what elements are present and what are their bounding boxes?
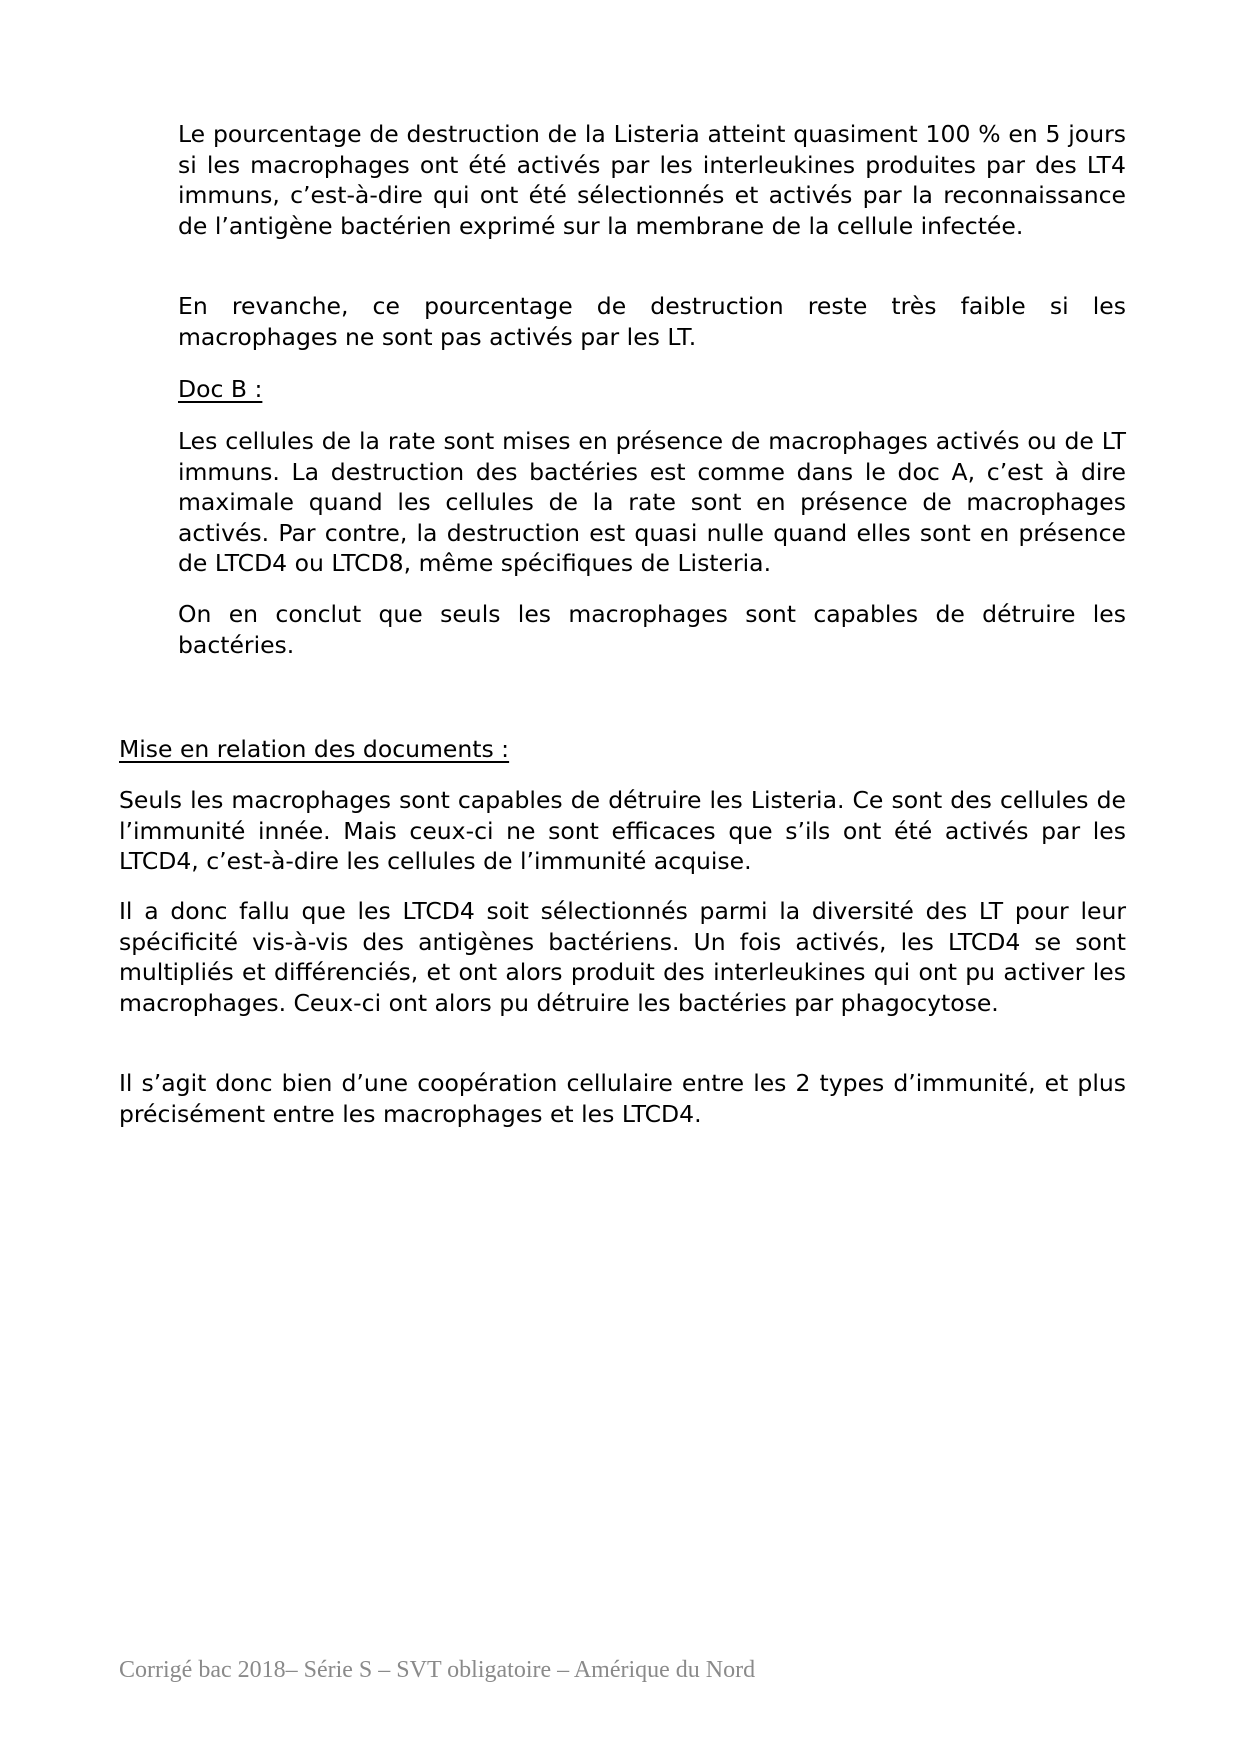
relation-paragraph-3: Il s’agit donc bien d’une coopération cellulaire entre les 2 types d’immunité, et plus précisément entre les macrophages et les LTCD4.: [119, 1069, 1126, 1128]
doc-b-paragraph-1: Les cellules de la rate sont mises en présence de macrophages activés ou de LT immuns. La destruction des bactéries est comme dans le doc A, c’est à dire maximale quand les cellules de la rate sont en présence de macrophages activés. Par contre, la destruction est quasi nulle quand elles sont en présence de LTCD4 ou LTCD8, même spécifiques de Listeria.: [178, 427, 1126, 577]
doc-b-paragraph-2: On en conclut que seuls les macrophages sont capables de détruire les bactéries.: [178, 600, 1126, 659]
page-footer: Corrigé bac 2018– Série S – SVT obligatoire – Amérique du Nord: [119, 1657, 756, 1683]
doc-a-paragraph-2: En revanche, ce pourcentage de destruction reste très faible si les macrophages ne sont pas activés par les LT.: [178, 292, 1126, 351]
doc-a-paragraph-1: Le pourcentage de destruction de la Listeria atteint quasiment 100 % en 5 jours si les macrophages ont été activés par les interleukines produites par des LT4 immuns, c’est-à-dire qui ont été sélectionnés et activés par la reconnaissance de l’antigène bactérien exprimé sur la membrane de la cellule infectée.: [178, 120, 1126, 240]
relation-heading: Mise en relation des documents :: [119, 735, 510, 763]
doc-b-heading: Doc B :: [178, 375, 263, 403]
relation-paragraph-2: Il a donc fallu que les LTCD4 soit sélectionnés parmi la diversité des LT pour leur spécificité vis-à-vis des antigènes bactériens. Un fois activés, les LTCD4 se sont multipliés et différenciés, et ont alors produit des interleukines qui ont pu activer les macrophages. Ceux-ci ont alors pu détruire les bactéries par phagocytose.: [119, 897, 1126, 1017]
relation-paragraph-1: Seuls les macrophages sont capables de détruire les Listeria. Ce sont des cellules de l’immunité innée. Mais ceux-ci ne sont efficaces que s’ils ont été activés par les LTCD4, c’est-à-dire les cellules de l’immunité acquise.: [119, 786, 1126, 875]
